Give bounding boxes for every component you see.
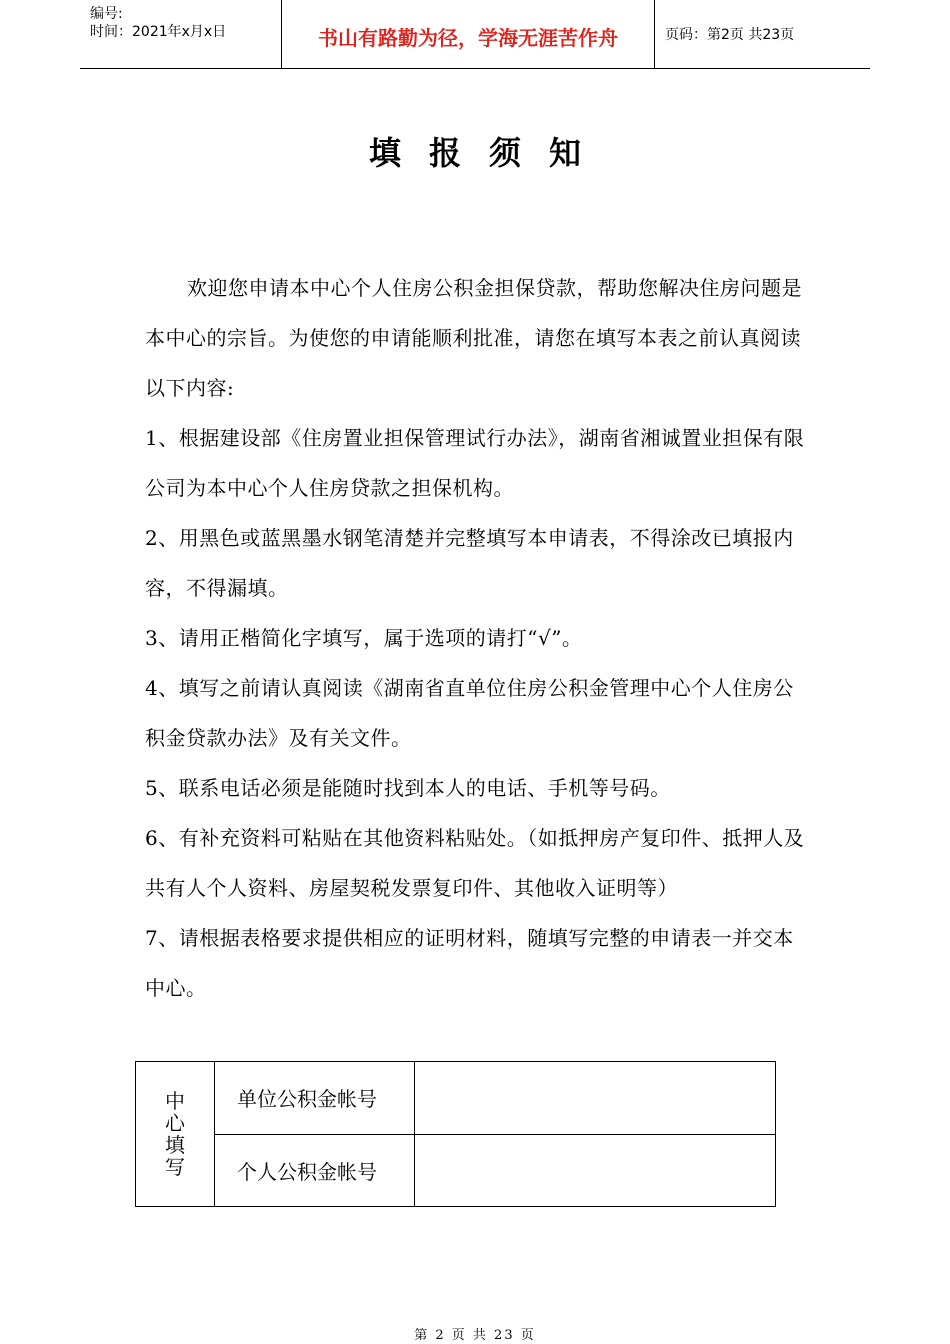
instruction-item-6: 6、有补充资料可粘贴在其他资料粘贴处。（如抵押房产复印件、抵押人及共有人个人资料、房屋契税发票复印件、其他收入证明等） [145, 826, 805, 900]
table-row [136, 1062, 776, 1135]
document-date: 时间：2021年x月x日 [90, 24, 227, 40]
header-page-cell [655, 0, 870, 68]
personal-fund-account-label: 个人公积金帐号 [215, 1134, 415, 1207]
instruction-item-3: 3、请用正楷简化字填写，属于选项的请打“√”。 [145, 626, 583, 650]
instruction-item-4: 4、填写之前请认真阅读《湖南省直单位住房公积金管理中心个人住房公积金贷款办法》及有关文件。 [145, 676, 794, 750]
center-fill-table [135, 1061, 776, 1207]
header-motto-cell [282, 0, 655, 68]
center-fill-side-label [136, 1062, 215, 1207]
header-page-number: 页码：第2页 共23页 [665, 27, 795, 43]
unit-fund-account-label: 单位公积金帐号 [215, 1062, 415, 1135]
page-header [80, 0, 870, 69]
side-label-char: 心 [165, 1111, 185, 1135]
instruction-item-2: 2、用黑色或蓝黑墨水钢笔清楚并完整填写本申请表，不得涂改已填报内容，不得漏填。 [145, 526, 794, 600]
page-title: 填报须知 [368, 134, 609, 172]
instruction-item-7: 7、请根据表格要求提供相应的证明材料，随填写完整的申请表一并交本中心。 [145, 926, 794, 1000]
instruction-item-1: 1、根据建设部《住房置业担保管理试行办法》，湖南省湘诚置业担保有限公司为本中心个人住房贷款之担保机构。 [145, 426, 805, 500]
motto-text: 书山有路勤为径，学海无涯苦作舟 [318, 26, 618, 50]
page-footer: 第 2 页 共 23 页 [414, 1328, 536, 1343]
document-number-label: 编号: [90, 6, 123, 22]
instruction-item-5: 5、联系电话必须是能随时找到本人的电话、手机等号码。 [145, 776, 671, 800]
side-label-char: 填 [165, 1133, 185, 1157]
side-label-char: 写 [165, 1155, 185, 1179]
personal-fund-account-field[interactable] [415, 1134, 776, 1207]
instructions-body [145, 263, 810, 1013]
intro-paragraph: 欢迎您申请本中心个人住房公积金担保贷款，帮助您解决住房问题是本中心的宗旨。为使您的申请能顺利批准，请您在填写本表之前认真阅读以下内容: [145, 276, 802, 400]
table-row [136, 1134, 776, 1207]
unit-fund-account-field[interactable] [415, 1062, 776, 1135]
side-label-char: 中 [165, 1089, 185, 1113]
header-info-cell [80, 0, 282, 68]
